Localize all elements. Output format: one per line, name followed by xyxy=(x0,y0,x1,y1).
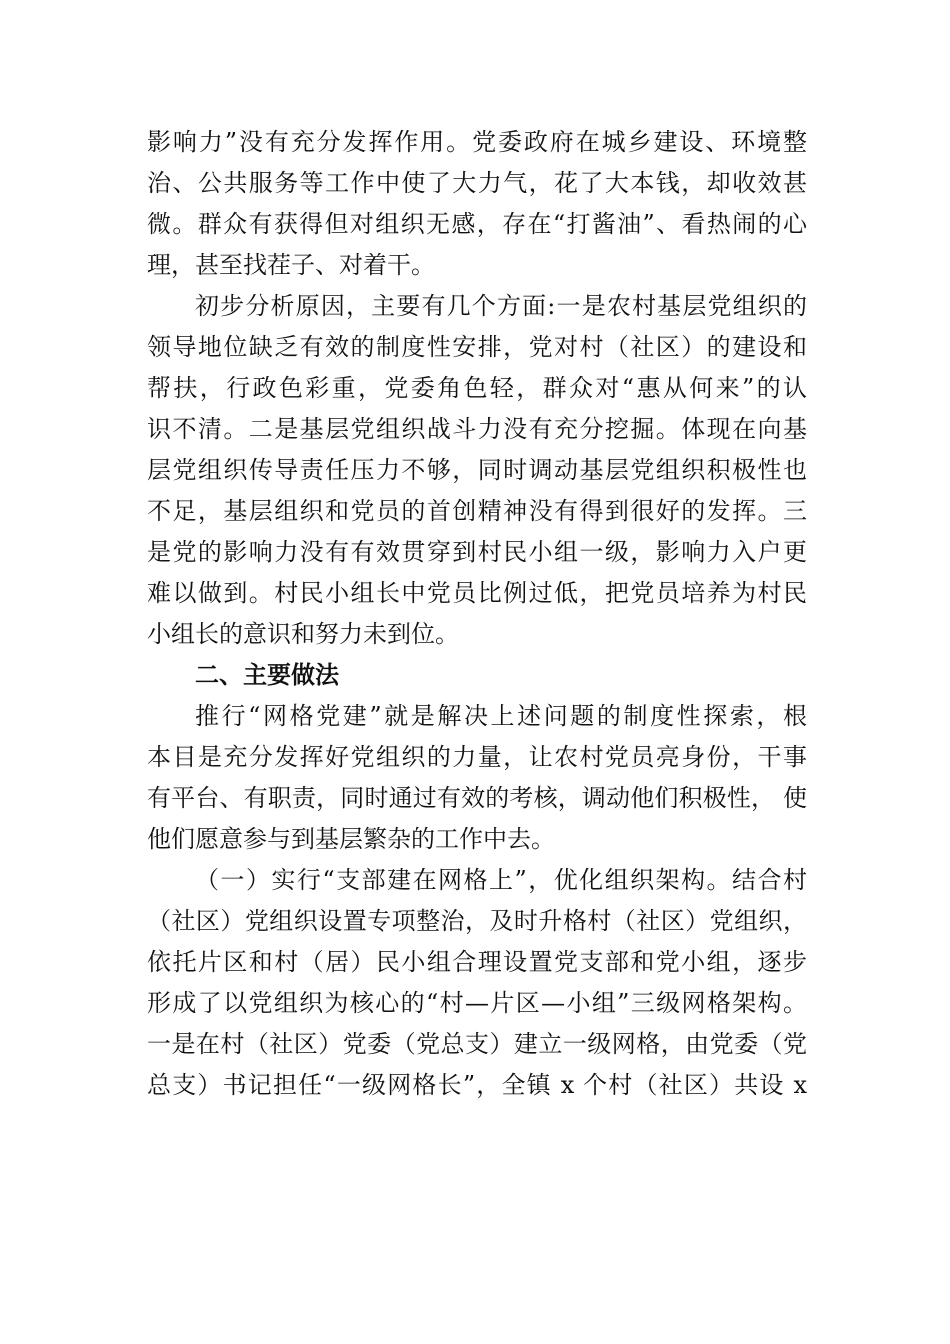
text-line: 帮扶，行政色彩重，党委角色轻，群众对“惠从何来”的认 xyxy=(147,374,807,402)
paragraph-start-line: 初步分析原因，主要有几个方面:一是农村基层党组织的 xyxy=(195,292,807,320)
paragraph-start-line: 推行“网格党建”就是解决上述问题的制度性探索，根 xyxy=(195,702,807,730)
text-line: 有平台、有职责，同时通过有效的考核，调动他们积极性， 使 xyxy=(147,784,807,812)
text-line: 形成了以党组织为核心的“村—片区—小组”三级网格架构。 xyxy=(147,989,807,1017)
text-line: 难以做到。村民小组长中党员比例过低，把党员培养为村民 xyxy=(147,579,807,607)
text-line: 层党组织传导责任压力不够，同时调动基层党组织积极性也 xyxy=(147,456,807,484)
text-line: 治、公共服务等工作中使了大力气，花了大本钱，却收效甚 xyxy=(147,169,807,197)
text-line: 微。群众有获得但对组织无感，存在“打酱油”、看热闹的心 xyxy=(147,210,807,238)
text-line: 不足，基层组织和党员的首创精神没有得到很好的发挥。三 xyxy=(147,497,807,525)
text-line: 识不清。二是基层党组织战斗力没有充分挖掘。体现在向基 xyxy=(147,415,807,443)
text-line: 影响力”没有充分发挥作用。党委政府在城乡建设、环境整 xyxy=(147,128,807,156)
section-heading: 二、主要做法 xyxy=(195,661,339,689)
text-line: 本目是充分发挥好党组织的力量，让农村党员亮身份，干事 xyxy=(147,743,807,771)
text-line: 理，甚至找茬子、对着干。 xyxy=(147,251,435,279)
text-line: 是党的影响力没有有效贯穿到村民小组一级，影响力入户更 xyxy=(147,538,807,566)
text-line: 小组长的意识和努力未到位。 xyxy=(147,620,459,648)
paragraph-start-line: （一）实行“支部建在网格上”，优化组织架构。结合村 xyxy=(195,866,807,894)
text-line: 总支）书记担任“一级网格长”，全镇 x 个村（社区）共设 x xyxy=(147,1071,807,1099)
text-line: 他们愿意参与到基层繁杂的工作中去。 xyxy=(147,825,555,853)
text-line: 依托片区和村（居）民小组合理设置党支部和党小组，逐步 xyxy=(147,948,807,976)
text-line: （社区）党组织设置专项整治，及时升格村（社区）党组织， xyxy=(147,907,807,935)
text-line: 一是在村（社区）党委（党总支）建立一级网格，由党委（党 xyxy=(147,1030,807,1058)
text-line: 领导地位缺乏有效的制度性安排，党对村（社区）的建设和 xyxy=(147,333,807,361)
